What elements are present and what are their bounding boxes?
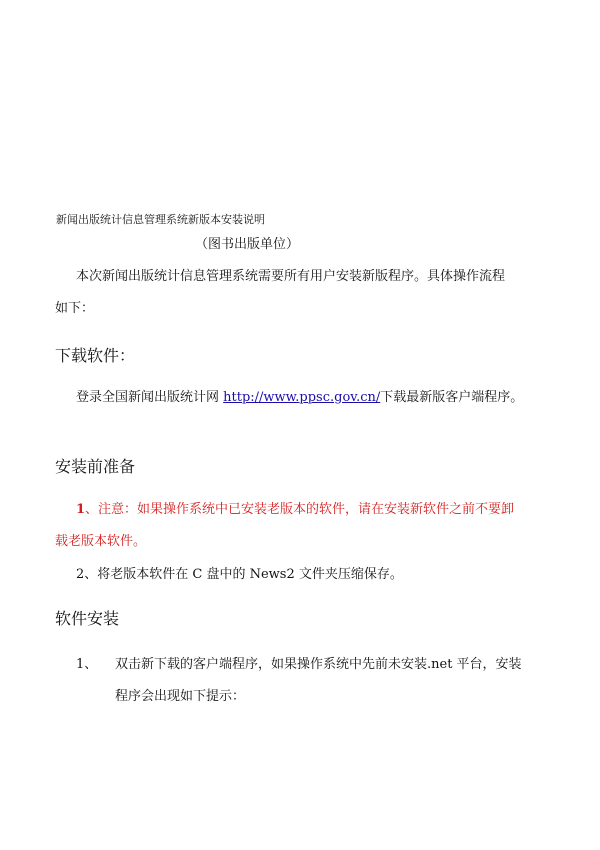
intro-paragraph-line2: 如下： [55, 301, 95, 316]
document-title: 新闻出版统计信息管理系统新版本安装说明 [56, 213, 265, 226]
install-heading: 软件安装 [55, 609, 120, 628]
install-step1-line2: 程序会出现如下提示： [115, 689, 246, 704]
document-subtitle: （图书出版单位） [195, 237, 300, 252]
intro-paragraph-line1: 本次新闻出版统计信息管理系统需要所有用户安装新版程序。具体操作流程 [76, 269, 506, 284]
install-step1-number: 1、 [76, 657, 98, 672]
prep-warning-line2: 载老版本软件。 [55, 534, 147, 549]
prep-heading: 安装前准备 [55, 457, 136, 476]
download-heading: 下载软件： [55, 346, 136, 365]
prep-warning-number: 1 [76, 502, 86, 517]
prep-item2: 2、将老版本软件在 C 盘中的 News2 文件夹压缩保存。 [76, 567, 403, 582]
download-text-after: 下载最新版客户端程序。 [380, 390, 524, 405]
download-paragraph [76, 386, 523, 405]
download-text-before: 登录全国新闻出版统计网 [76, 390, 224, 405]
install-step1-line1: 双击新下载的客户端程序，如果操作系统中先前未安装.net 平台，安装 [115, 657, 522, 672]
prep-warning-line1 [76, 498, 514, 517]
prep-warning-text: 、注意：如果操作系统中已安装老版本的软件，请在安装新软件之前不要卸 [85, 502, 515, 517]
download-link[interactable]: http://www.ppsc.gov.cn/ [223, 390, 381, 405]
